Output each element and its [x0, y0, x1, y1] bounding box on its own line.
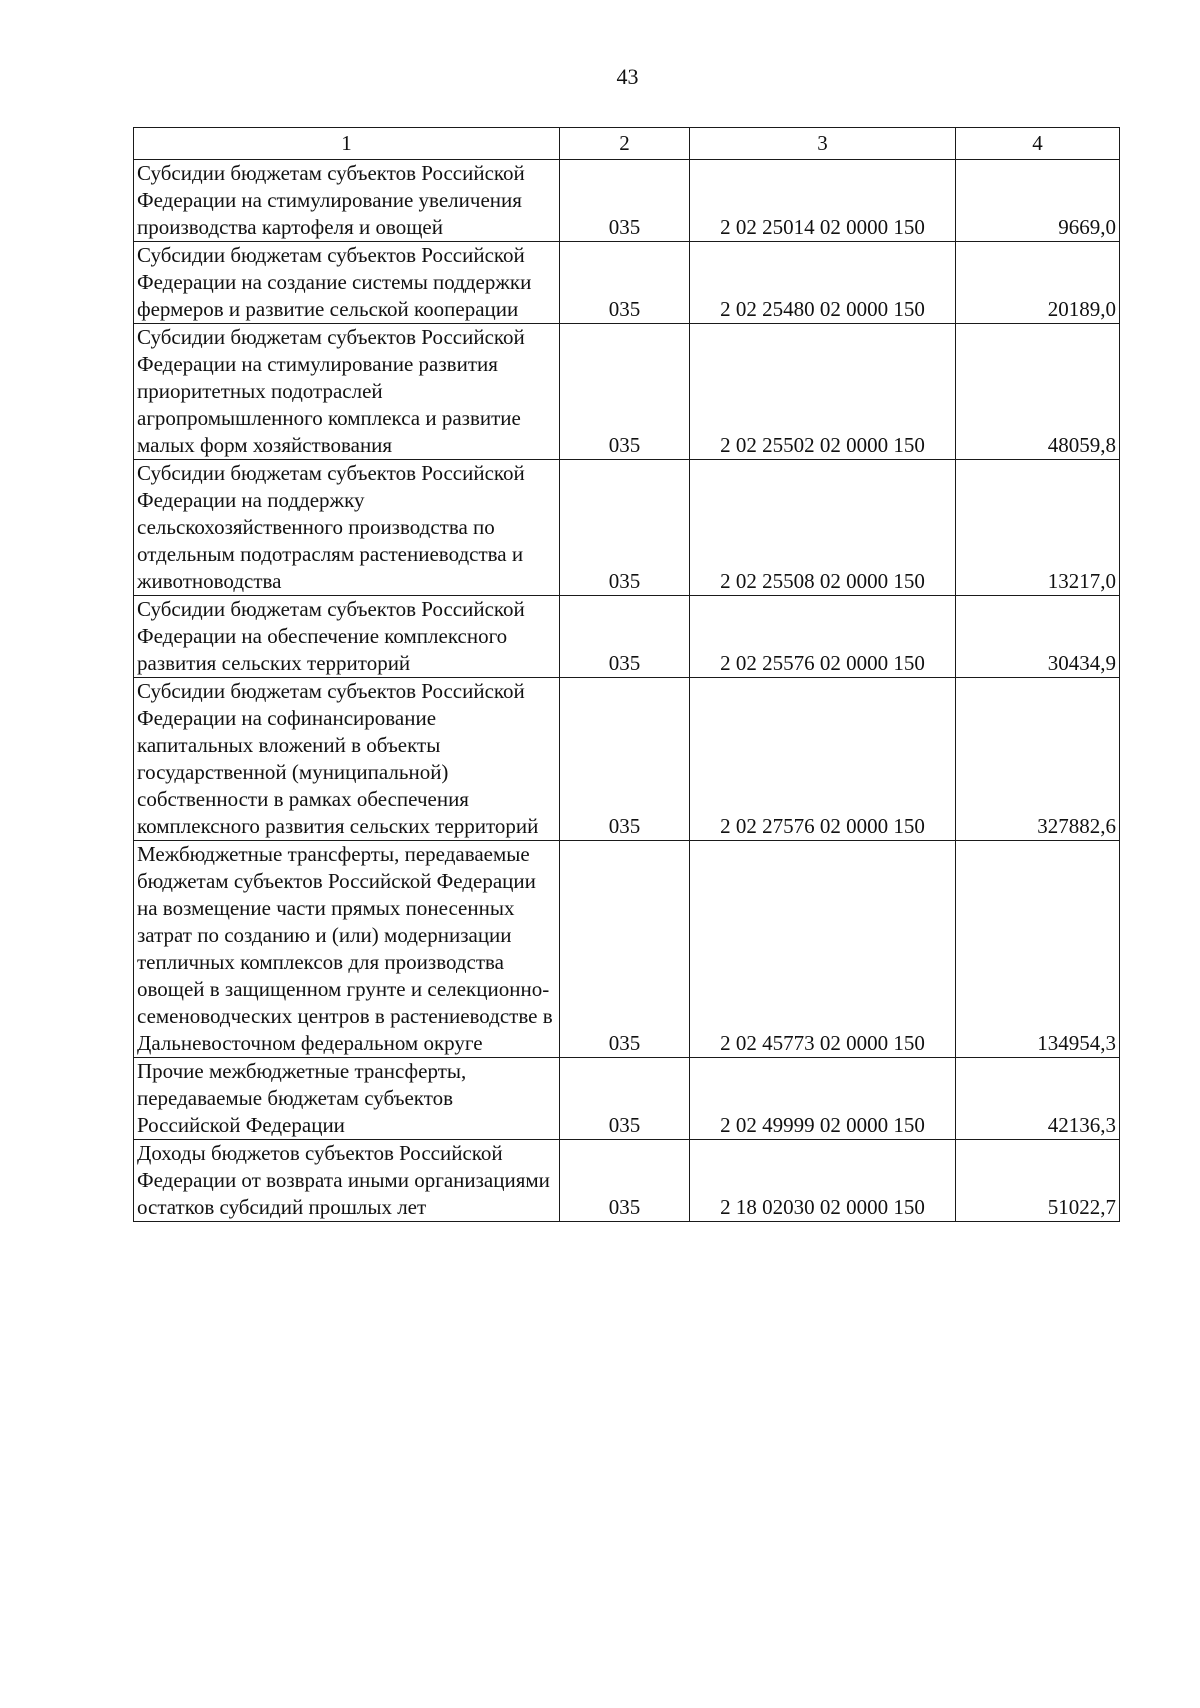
row-admin-code: 035 — [560, 160, 690, 242]
row-budget-code: 2 02 25502 02 0000 150 — [690, 324, 956, 460]
column-header-4: 4 — [956, 128, 1120, 160]
table-row — [134, 1058, 1120, 1140]
row-description: Субсидии бюджетам субъектов Российской Федерации на стимулирование развития приоритетных подотраслей агропромышленного комплекса и развитие малых форм хозяйствования — [134, 324, 560, 460]
budget-revenue-table — [133, 127, 1120, 1222]
row-budget-code: 2 02 25576 02 0000 150 — [690, 596, 956, 678]
table-row — [134, 324, 1120, 460]
row-admin-code: 035 — [560, 841, 690, 1058]
row-amount: 134954,3 — [956, 841, 1120, 1058]
column-header-1: 1 — [134, 128, 560, 160]
row-admin-code: 035 — [560, 1140, 690, 1222]
table-header-row — [134, 128, 1120, 160]
row-description: Субсидии бюджетам субъектов Российской Федерации на софинансирование капитальных вложений в объекты государственной (муниципальной) собственности в рамках обеспечения комплексного развития сельских территорий — [134, 678, 560, 841]
row-amount: 9669,0 — [956, 160, 1120, 242]
row-amount: 20189,0 — [956, 242, 1120, 324]
row-admin-code: 035 — [560, 324, 690, 460]
row-description: Межбюджетные трансферты, передаваемые бюджетам субъектов Российской Федерации на возмещение части прямых понесенных затрат по созданию и (или) модернизации тепличных комплексов для производства овощей в защищенном грунте и селекционно-семеноводческих центров в растениеводстве в Дальневосточном федеральном округе — [134, 841, 560, 1058]
row-budget-code: 2 02 49999 02 0000 150 — [690, 1058, 956, 1140]
column-header-2: 2 — [560, 128, 690, 160]
table-row — [134, 1140, 1120, 1222]
row-budget-code: 2 18 02030 02 0000 150 — [690, 1140, 956, 1222]
row-description: Субсидии бюджетам субъектов Российской Федерации на создание системы поддержки фермеров и развитие сельской кооперации — [134, 242, 560, 324]
page-number: 43 — [616, 64, 639, 89]
row-admin-code: 035 — [560, 678, 690, 841]
row-admin-code: 035 — [560, 596, 690, 678]
row-admin-code: 035 — [560, 460, 690, 596]
row-amount: 327882,6 — [956, 678, 1120, 841]
row-amount: 30434,9 — [956, 596, 1120, 678]
row-description: Субсидии бюджетам субъектов Российской Федерации на поддержку сельскохозяйственного производства по отдельным подотраслям растениеводства и животноводства — [134, 460, 560, 596]
row-budget-code: 2 02 25480 02 0000 150 — [690, 242, 956, 324]
row-amount: 13217,0 — [956, 460, 1120, 596]
row-description: Прочие межбюджетные трансферты, передаваемые бюджетам субъектов Российской Федерации — [134, 1058, 560, 1140]
table-row — [134, 596, 1120, 678]
row-amount: 42136,3 — [956, 1058, 1120, 1140]
row-description: Субсидии бюджетам субъектов Российской Федерации на стимулирование увеличения производства картофеля и овощей — [134, 160, 560, 242]
row-budget-code: 2 02 25508 02 0000 150 — [690, 460, 956, 596]
table-row — [134, 841, 1120, 1058]
row-amount: 51022,7 — [956, 1140, 1120, 1222]
row-budget-code: 2 02 27576 02 0000 150 — [690, 678, 956, 841]
table-row — [134, 460, 1120, 596]
row-admin-code: 035 — [560, 242, 690, 324]
row-description: Субсидии бюджетам субъектов Российской Федерации на обеспечение комплексного развития сельских территорий — [134, 596, 560, 678]
table-row — [134, 160, 1120, 242]
row-admin-code: 035 — [560, 1058, 690, 1140]
row-budget-code: 2 02 45773 02 0000 150 — [690, 841, 956, 1058]
row-budget-code: 2 02 25014 02 0000 150 — [690, 160, 956, 242]
row-description: Доходы бюджетов субъектов Российской Федерации от возврата иными организациями остатков субсидий прошлых лет — [134, 1140, 560, 1222]
table-row — [134, 678, 1120, 841]
column-header-3: 3 — [690, 128, 956, 160]
row-amount: 48059,8 — [956, 324, 1120, 460]
table-row — [134, 242, 1120, 324]
